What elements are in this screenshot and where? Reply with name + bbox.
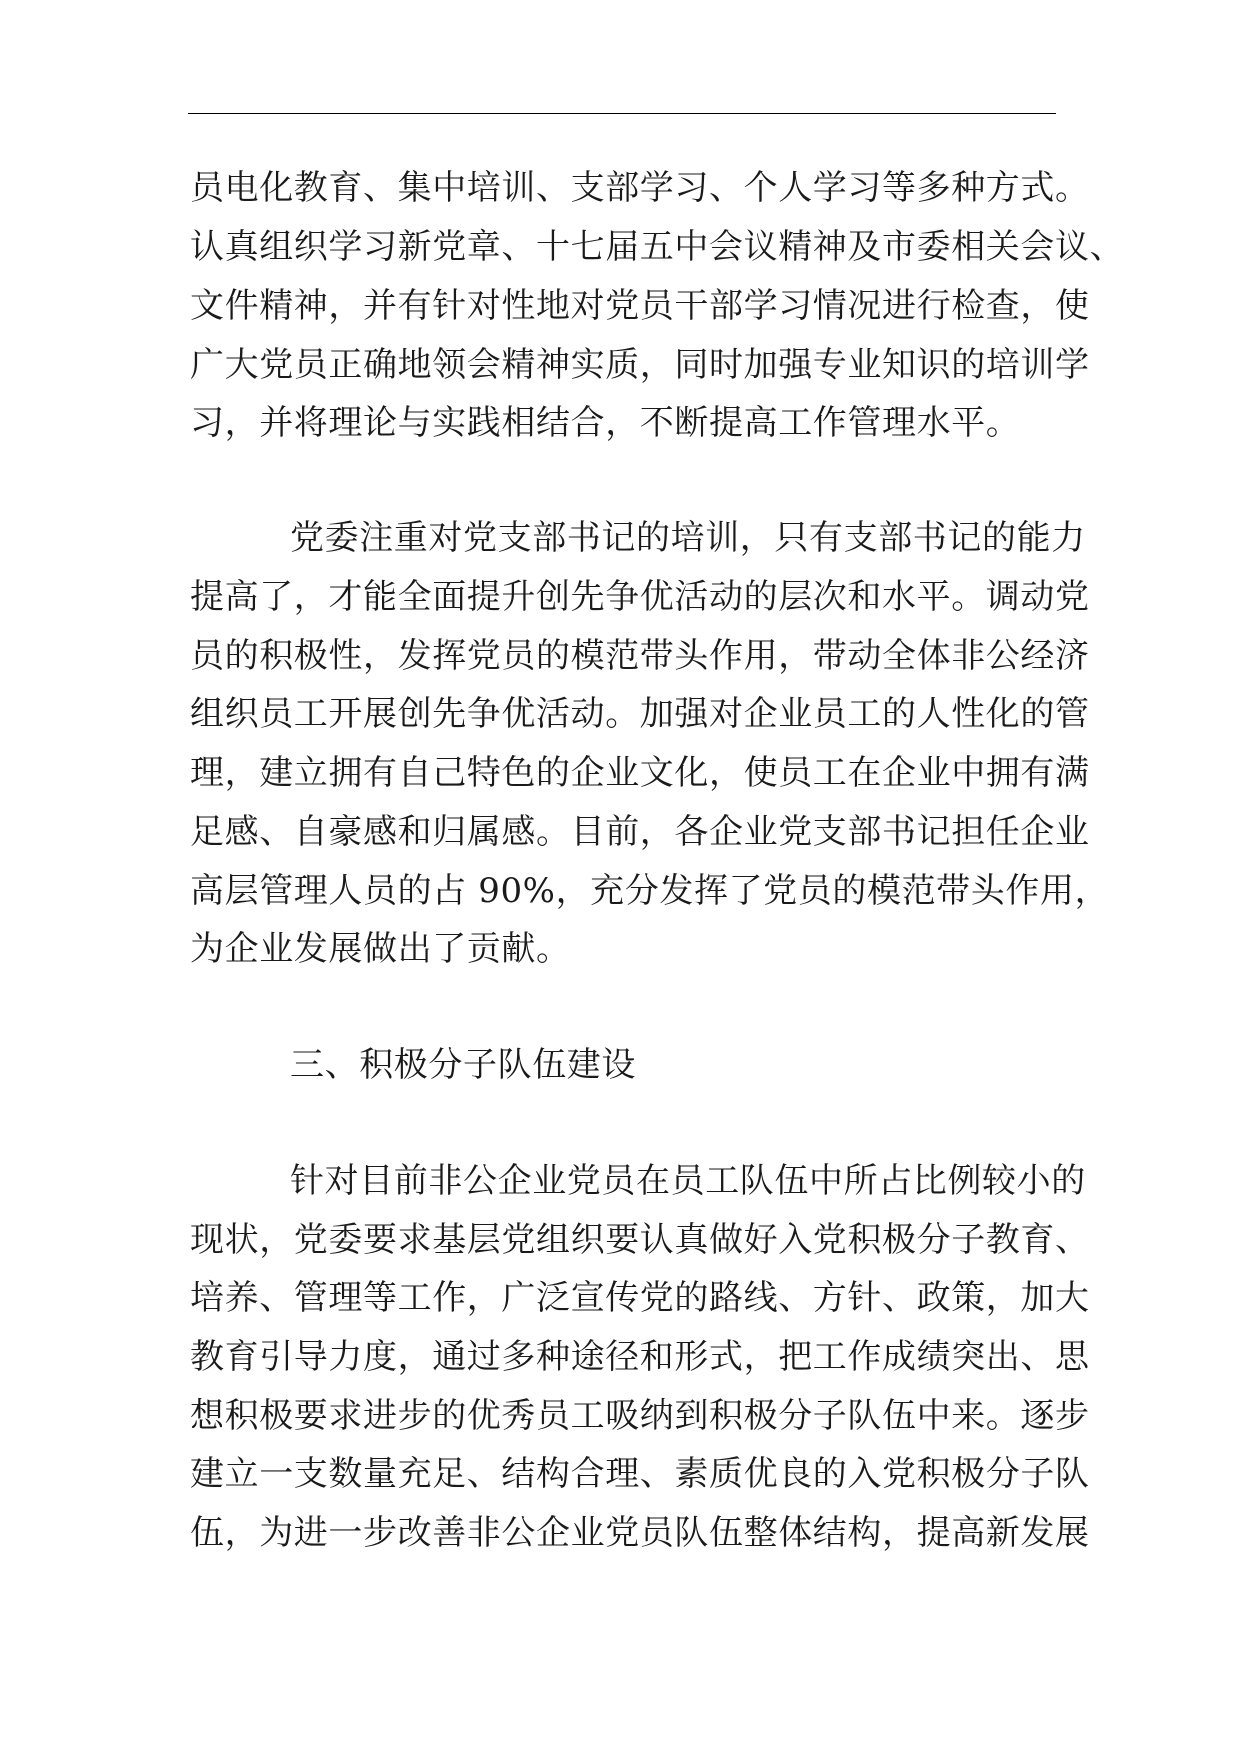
paragraph-3-line-4: 教育引导力度，通过多种途径和形式，把工作成绩突出、思 bbox=[190, 1337, 1090, 1377]
paragraph-1-line-1: 员电化教育、集中培训、支部学习、个人学习等多种方式。 bbox=[190, 168, 1090, 208]
paragraph-1-line-3: 文件精神，并有针对性地对党员干部学习情况进行检查，使 bbox=[190, 286, 1090, 326]
paragraph-3-line-3: 培养、管理等工作，广泛宣传党的路线、方针、政策，加大 bbox=[190, 1278, 1090, 1318]
paragraph-1-line-2: 认真组织学习新党章、十七届五中会议精神及市委相关会议、 bbox=[190, 227, 1125, 267]
paragraph-3-line-7: 伍，为进一步改善非公企业党员队伍整体结构，提高新发展 bbox=[190, 1513, 1090, 1553]
paragraph-1-line-4: 广大党员正确地领会精神实质，同时加强专业知识的培训学 bbox=[190, 345, 1090, 385]
paragraph-3-line-2: 现状，党委要求基层党组织要认真做好入党积极分子教育、 bbox=[190, 1220, 1090, 1260]
paragraph-2-line-4: 组织员工开展创先争优活动。加强对企业员工的人性化的管 bbox=[190, 694, 1090, 734]
paragraph-1-line-5: 习，并将理论与实践相结合，不断提高工作管理水平。 bbox=[190, 403, 1021, 443]
paragraph-2-line-7: 高层管理人员的占 90%，充分发挥了党员的模范带头作用， bbox=[190, 871, 1110, 911]
paragraph-3-line-5: 想积极要求进步的优秀员工吸纳到积极分子队伍中来。逐步 bbox=[190, 1396, 1090, 1436]
paragraph-2-line-8: 为企业发展做出了贡献。 bbox=[190, 929, 571, 969]
paragraph-2-line-2: 提高了，才能全面提升创先争优活动的层次和水平。调动党 bbox=[190, 577, 1090, 617]
paragraph-2-line-6: 足感、自豪感和归属感。目前，各企业党支部书记担任企业 bbox=[190, 812, 1090, 852]
paragraph-3-line-6: 建立一支数量充足、结构合理、素质优良的入党积极分子队 bbox=[190, 1454, 1090, 1494]
paragraph-2-line-1: 党委注重对党支部书记的培训，只有支部书记的能力 bbox=[290, 518, 1086, 558]
paragraph-3-line-1: 针对目前非公企业党员在员工队伍中所占比例较小的 bbox=[290, 1161, 1086, 1201]
header-rule bbox=[188, 113, 1056, 114]
paragraph-2-line-5: 理，建立拥有自己特色的企业文化，使员工在企业中拥有满 bbox=[190, 753, 1090, 793]
section-heading: 三、积极分子队伍建设 bbox=[290, 1045, 636, 1085]
paragraph-2-line-3: 员的积极性，发挥党员的模范带头作用，带动全体非公经济 bbox=[190, 636, 1090, 676]
